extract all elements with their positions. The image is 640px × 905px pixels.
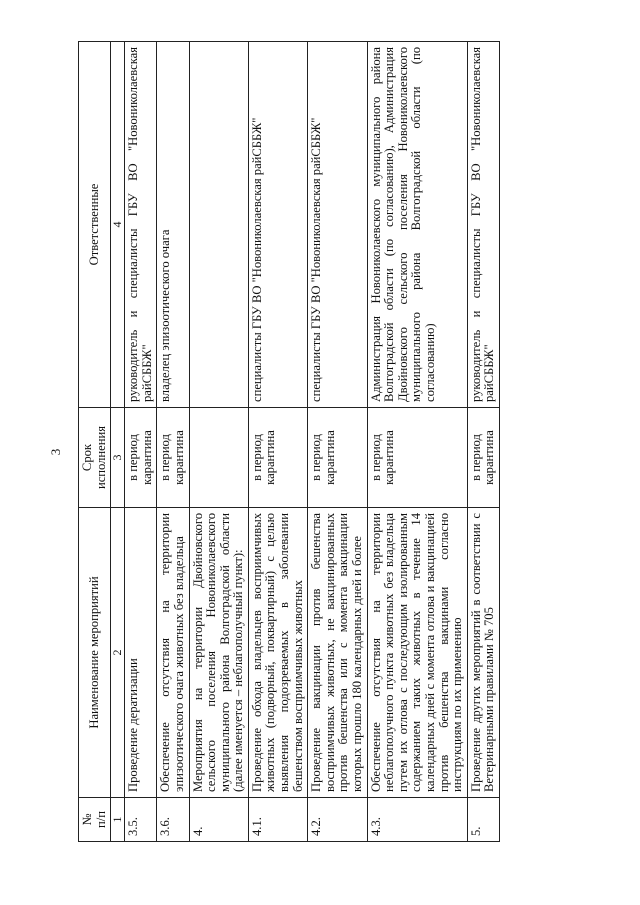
measure-responsible: владелец эпизоотического очага <box>157 42 189 408</box>
measure-term: в период карантина <box>467 408 499 508</box>
header-name: Наименование мероприятий <box>79 508 111 798</box>
table-row <box>157 42 189 842</box>
row-number: 5. <box>467 798 499 842</box>
measure-responsible: Администрация Новониколаевского муниципального района Волгоградской области (по согласованию), Администрация Двойновского сельского поселения Новониколаевского муниципального района Волгоградской области (по согласованию) <box>367 42 467 408</box>
measure-term: в период карантина <box>248 408 307 508</box>
measure-name: Мероприятия на территории Двойновского сельского поселения Новониколаевского муниципального района Волгоградской области (далее именуется – неблагополучный пункт): <box>189 508 248 798</box>
measure-name: Обеспечение отсутствия на территории эпизоотического очага животных без владельца <box>157 508 189 798</box>
header-resp: Ответственные <box>79 42 111 408</box>
measure-name: Проведение других мероприятий в соответствии с Ветеринарными правилами № 705 <box>467 508 499 798</box>
page-number: 3 <box>48 448 63 456</box>
measure-term: в период карантина <box>367 408 467 508</box>
table-row <box>125 42 157 842</box>
measure-name: Проведение вакцинации против бешенства восприимчивых животных, не вакцинированных против бешенства или с момента вакцинации которых прошло 180 календарных дней и более <box>308 508 367 798</box>
measure-term: в период карантина <box>308 408 367 508</box>
measure-term: в период карантина <box>157 408 189 508</box>
rotated-page <box>40 22 600 882</box>
row-number: 3.6. <box>157 798 189 842</box>
measure-name: Проведение обхода владельцев восприимчивых животных (подворный, поквартирный) с целью выявления подозреваемых в заболевании бешенством восприимчивых животных <box>248 508 307 798</box>
measures-table <box>78 41 500 842</box>
measure-responsible: руководитель и специалисты ГБУ ВО "Новониколаевская райСББЖ" <box>125 42 157 408</box>
table-row <box>308 42 367 842</box>
measure-responsible: руководитель и специалисты ГБУ ВО "Новониколаевская райСББЖ" <box>467 42 499 408</box>
row-number: 4.3. <box>367 798 467 842</box>
measure-responsible <box>189 42 248 408</box>
measure-name: Проведение дератизации <box>125 508 157 798</box>
row-number: 4.2. <box>308 798 367 842</box>
column-number: 1 <box>111 798 125 842</box>
column-number-row <box>111 42 125 842</box>
header-num: № п/п <box>79 798 111 842</box>
measure-term: в период карантина <box>125 408 157 508</box>
header-term: Срок исполнения <box>79 408 111 508</box>
table-row <box>367 42 467 842</box>
row-number: 4. <box>189 798 248 842</box>
column-number: 2 <box>111 508 125 798</box>
row-number: 4.1. <box>248 798 307 842</box>
measure-responsible: специалисты ГБУ ВО "Новониколаевская райСББЖ" <box>308 42 367 408</box>
table-row <box>248 42 307 842</box>
measure-name: Обеспечение отсутствия на территории неблагополучного пункта животных без владельца путем их отлова с последующим изолированным содержанием таких животных в течение 14 календарных дней с момента отлова и вакцинацией против бешенства вакцинами согласно инструкциям по их применению <box>367 508 467 798</box>
measure-term <box>189 408 248 508</box>
column-number: 3 <box>111 408 125 508</box>
column-number: 4 <box>111 42 125 408</box>
table-row <box>189 42 248 842</box>
row-number: 3.5. <box>125 798 157 842</box>
table-header-row <box>79 42 111 842</box>
measure-responsible: специалисты ГБУ ВО "Новониколаевская райСББЖ" <box>248 42 307 408</box>
table-row <box>467 42 499 842</box>
